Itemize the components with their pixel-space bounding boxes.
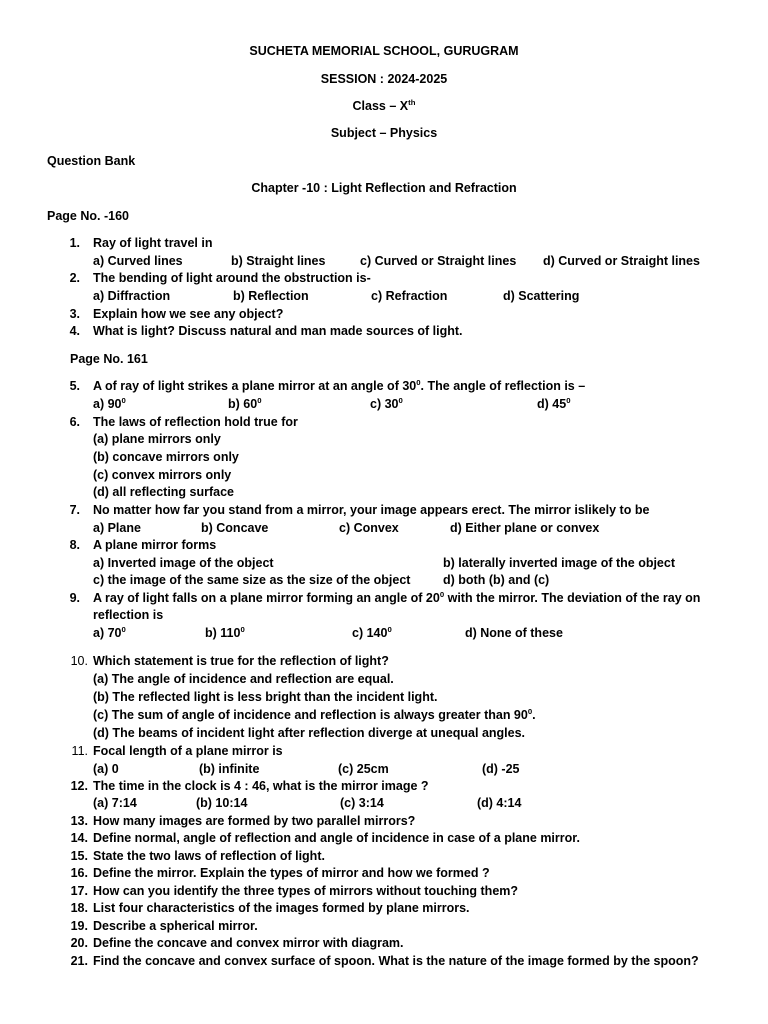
option: d) None of these bbox=[465, 626, 563, 640]
option: c) $30^0$ bbox=[370, 395, 403, 411]
option: b) Reflection bbox=[233, 289, 309, 303]
option: a) $90^0$ bbox=[93, 395, 126, 411]
option: d) Either plane or convex bbox=[450, 521, 600, 535]
option: a) $70^0$ bbox=[93, 624, 126, 640]
option: c) $140^0$ bbox=[352, 624, 392, 640]
question-9-cont: reflection is bbox=[93, 608, 164, 622]
option: (c) The sum of angle of incidence and reflection is always greater than $90^0$. bbox=[93, 706, 536, 722]
option: d) $45^0$ bbox=[537, 395, 571, 411]
option: (d) 4:14 bbox=[477, 796, 522, 810]
option: d) Scattering bbox=[503, 289, 580, 303]
option: a) Plane bbox=[93, 521, 141, 535]
option: (b) The reflected light is less bright than the incident light. bbox=[93, 690, 438, 704]
option: c) Convex bbox=[339, 521, 399, 535]
option: (a) The angle of incidence and reflection are equal. bbox=[93, 672, 394, 686]
page-ref-160: Page No. -160 bbox=[47, 209, 129, 223]
option: (c) convex mirrors only bbox=[93, 468, 232, 482]
option: b) $60^0$ bbox=[228, 395, 262, 411]
question-bank-page: SUCHETA MEMORIAL SCHOOL, GURUGRAM SESSION : 2024-2025 Class – Xth Subject – Physics Question Bank Chapter -10 : Light Reflection and Refraction Page No. -160 1. Ray of light travel in a) Curved lines b) Straight lines c) Curved or Straight lines d) Curved or Straight lines 2. The bending of light around the obstruction is- a) Diffraction b) Reflection c) Refraction d) Scattering 3. Explain how we see any object? 4. What is light? Discuss natural and man made sources of light. Page No. 161 5. A of ray of light strikes a plane mirror at an angle of $30^0$. The angle of reflection is – a) $90^0$ b) $60^0$ c) $30^0$ d) $45^0$ 6. The laws of reflection hold true for (a) plane mirrors only (b) concave mirrors only (c) convex mirrors only (d) all reflecting surface 7. No matter how far you stand from a mirror, your image appears erect. The mirror islikely to be a) Plane b) Concave c) Convex d) Either plane or convex 8. A plane mirror forms a) Inverted image of the object b) laterally inverted image of the object c) the image of the same size as the size of the object d) both (b) and (c) 9. A ray of light falls on a plane mirror forming an angle of $20^0$ with the mirror. The deviation of the ray on reflection is a) $70^0$ b) $110^0$ c) $140^0$ d) None of these 10. Which statement is true for the reflection of light? (a) The angle of incidence and reflection are equal. (b) The reflected light is less bright than the incident light. (c) The sum of angle of incidence and reflection is always greater than $90^0$. (d) The beams of incident light after reflection diverge at unequal angles. 11. Focal length of a plane mirror is (a) 0 (b) infinite (c) 25cm (d) -25 12. The time in the clock is 4 : 46, what is the mirror image ? (a) 7:14 (b) 10:14 (c) 3:14 (d) 4:14 13. How many images are formed by two parallel mirrors? 14. Define normal, angle of reflection and angle of incidence in case of a plane mirror. 15. State the two laws of reflection of light. 16. Define the mirror. Explain the types of mirror and how we formed ? 17. How can you identify the three types of mirrors without touching them? 18. List four characteristics of the images formed by plane mirrors. 19. Describe a spherical mirror. 20. Define the concave and convex mirror with diagram. 21. Find the concave and convex surface of spoon. What is the nature of the image formed by the spoon? bbox=[0, 0, 768, 1024]
option: (b) infinite bbox=[199, 762, 260, 776]
option: b) $110^0$ bbox=[205, 624, 245, 640]
option: (b) concave mirrors only bbox=[93, 450, 239, 464]
option: (c) 25cm bbox=[338, 762, 389, 776]
option: (a) plane mirrors only bbox=[93, 432, 221, 446]
option: (d) The beams of incident light after reflection diverge at unequal angles. bbox=[93, 726, 526, 740]
option: (a) 7:14 bbox=[93, 796, 137, 810]
option: b) Concave bbox=[201, 521, 269, 535]
option: d) both (b) and (c) bbox=[443, 573, 550, 587]
class-label: Class – Xth bbox=[352, 97, 416, 113]
option: (d) -25 bbox=[482, 762, 520, 776]
option: (a) 0 bbox=[93, 762, 119, 776]
option: a) Inverted image of the object bbox=[93, 556, 274, 570]
option: b) Straight lines bbox=[231, 254, 326, 268]
school-name: SUCHETA MEMORIAL SCHOOL, GURUGRAM bbox=[249, 44, 519, 58]
option: c) Curved or Straight lines bbox=[360, 254, 517, 268]
option: a) Curved lines bbox=[93, 254, 183, 268]
session: SESSION : 2024-2025 bbox=[320, 72, 448, 86]
option: b) laterally inverted image of the object bbox=[443, 556, 676, 570]
option: (c) 3:14 bbox=[340, 796, 384, 810]
option: (b) 10:14 bbox=[196, 796, 248, 810]
option: c) the image of the same size as the size of the object bbox=[93, 573, 411, 587]
option: a) Diffraction bbox=[93, 289, 171, 303]
doc-type: Question Bank bbox=[47, 154, 136, 168]
option: d) Curved or Straight lines bbox=[543, 254, 700, 268]
chapter-title: Chapter -10 : Light Reflection and Refraction bbox=[251, 181, 517, 195]
page-ref-161: Page No. 161 bbox=[70, 352, 148, 366]
option: (d) all reflecting surface bbox=[93, 485, 235, 499]
option: c) Refraction bbox=[371, 289, 448, 303]
subject-label: Subject – Physics bbox=[330, 126, 438, 140]
